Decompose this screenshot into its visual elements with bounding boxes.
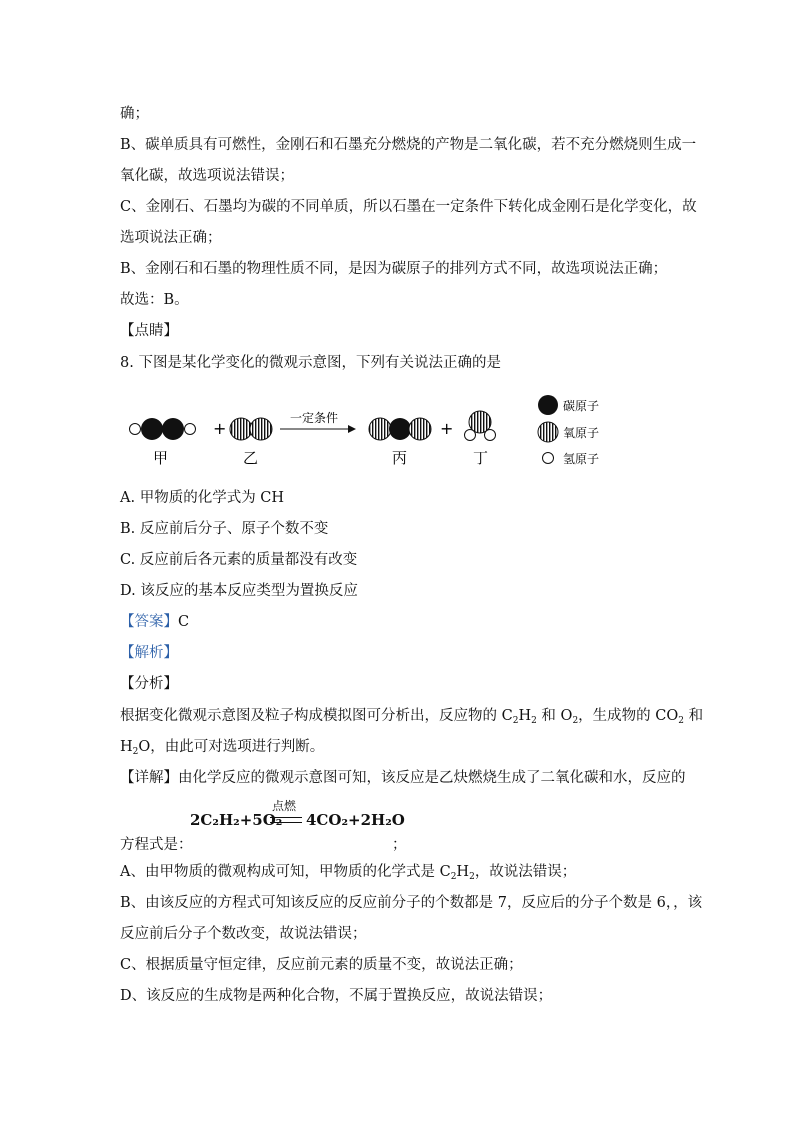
plus-sign: + (213, 419, 227, 438)
molecule-ding (465, 411, 496, 441)
reaction-diagram (120, 385, 620, 475)
text-line: 选项说法正确； (120, 230, 222, 246)
equation-suffix: ； (392, 837, 407, 853)
legend-oxygen: 氧原子 (563, 426, 600, 440)
detail-item-b: B、由该反应的方程式可知该反应的反应前分子的个数都是 7，反应后的分子个数是 6，，该 (120, 895, 703, 911)
equation-equals (270, 817, 302, 823)
reaction-arrow (280, 425, 356, 433)
answer-label: 【答案】 (120, 614, 178, 630)
equation-reactants: 2C₂H₂+5O₂ (190, 811, 283, 829)
equation-products: 4CO₂+2H₂O (306, 811, 405, 829)
detail-line-1: 【详解】由化学反应的微观示意图可知，该反应是乙炔燃烧生成了二氧化碳和水，反应的 (120, 770, 686, 786)
option-b: B. 反应前后分子、原子个数不变 (120, 521, 329, 537)
detail-item-d: D、该反应的生成物是两种化合物，不属于置换反应，故说法错误； (120, 988, 553, 1004)
detail-item-b-cont: 反应前后分子个数改变，故说法错误； (120, 926, 367, 942)
text-line: 氧化碳，故选项说法错误； (120, 168, 294, 184)
option-a: A. 甲物质的化学式为 CH (120, 490, 285, 506)
question-8-stem: 8. 下图是某化学变化的微观示意图，下列有关说法正确的是 (120, 355, 501, 371)
fenxi-line-1: 根据变化微观示意图及粒子构成模拟图可分析出，反应物的 $C_2H_2$ 和 $O_2$，生成物的 $CO_2$ 和 (120, 708, 704, 726)
label-jia: 甲 (153, 449, 169, 467)
molecule-bing (369, 418, 431, 440)
detail-item-c: C、根据质量守恒定律，反应前元素的质量不变，故说法正确； (120, 957, 523, 973)
legend-carbon: 碳原子 (563, 399, 600, 413)
detail-item-a: A、由甲物质的微观构成可知，甲物质的化学式是 $C_2H_2$，故说法错误； (120, 864, 577, 882)
answer-value: C (178, 614, 190, 630)
text-line: C、金刚石、石墨均为碳的不同单质，所以石墨在一定条件下转化成金刚石是化学变化，故 (120, 199, 697, 215)
fenxi-label: 【分析】 (120, 676, 178, 692)
text-line: B、碳单质具有可燃性，金刚石和石墨充分燃烧的产物是二氧化碳，若不充分燃烧则生成一 (120, 137, 697, 153)
molecule-yi (230, 418, 272, 440)
text-line: 故选：B。 (120, 292, 189, 308)
legend (538, 395, 599, 466)
detail-label: 【详解】 (120, 770, 178, 786)
analysis-label: 【解析】 (120, 645, 178, 661)
label-ding: 丁 (473, 449, 489, 467)
text-line: 确； (120, 106, 149, 122)
plus-sign: + (440, 419, 454, 438)
equation-condition: 点燃 (272, 799, 297, 813)
option-d: D. 该反应的基本反应类型为置换反应 (120, 583, 358, 599)
arrow-condition-label: 一定条件 (290, 411, 339, 425)
label-bing: 丙 (392, 449, 408, 467)
answer-line (120, 612, 189, 632)
chemical-equation (190, 797, 420, 837)
section-label-dianjing: 【点睛】 (120, 323, 178, 339)
text-line: B、金刚石和石墨的物理性质不同，是因为碳原子的排列方式不同，故选项说法正确； (120, 261, 668, 277)
equation-prefix: 方程式是： (120, 837, 193, 853)
option-c: C. 反应前后各元素的质量都没有改变 (120, 552, 358, 568)
label-yi: 乙 (243, 449, 259, 467)
molecule-jia (130, 418, 196, 440)
legend-hydrogen: 氢原子 (563, 452, 600, 466)
fenxi-line-2: $H_2O$，由此可对选项进行判断。 (120, 739, 325, 757)
